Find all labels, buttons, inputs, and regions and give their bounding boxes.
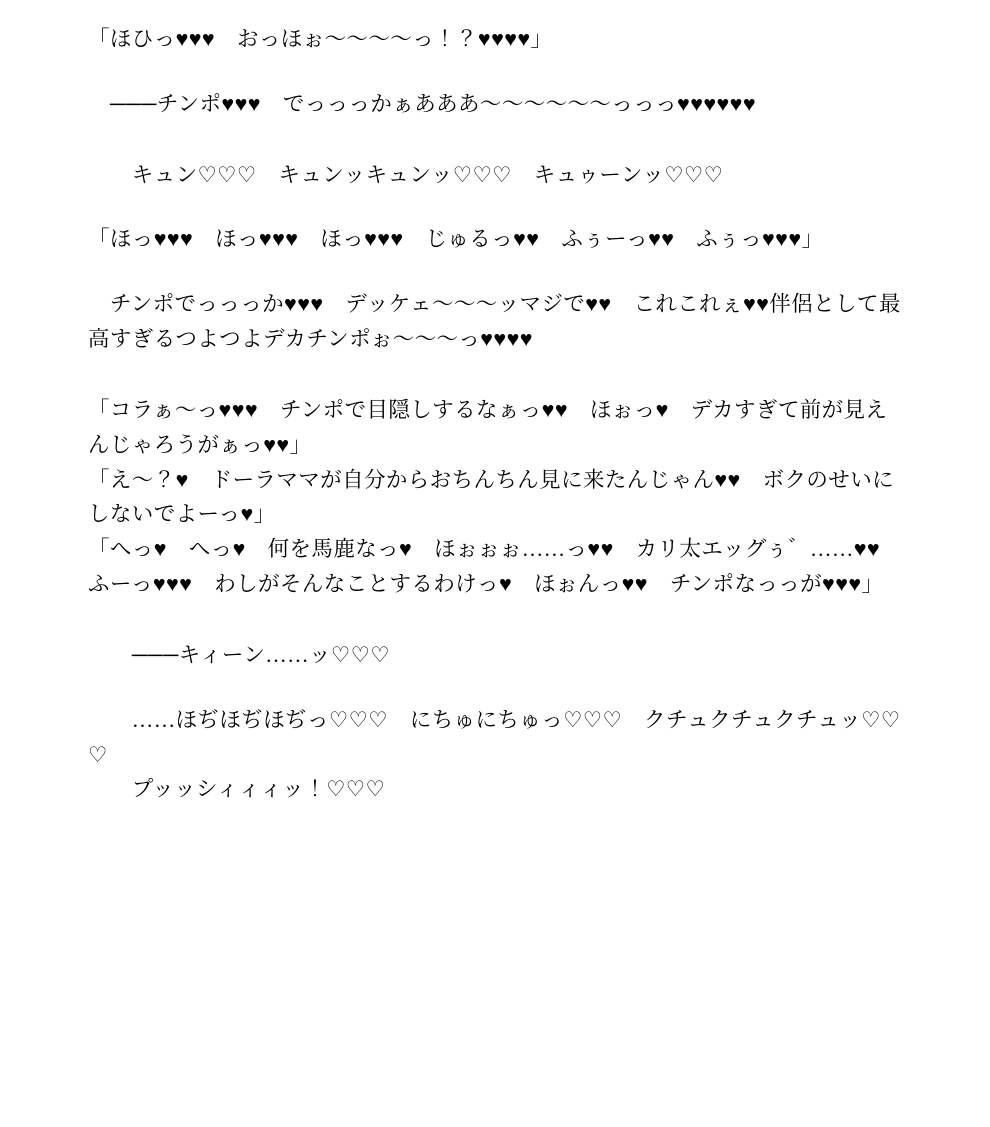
spacer <box>88 57 902 87</box>
spacer <box>88 602 902 638</box>
paragraph-1: 「ほひっ♥♥♥ おっほぉ〜〜〜〜っ！？♥♥♥♥」 <box>88 27 553 51</box>
spacer <box>88 122 902 158</box>
paragraph-5: チンポでっっっか♥♥♥ デッケェ〜〜〜ッマジで♥♥ これこれぇ♥♥伴侶として最高すぎるつよつよデカチンポぉ〜〜〜っ♥♥♥♥ <box>88 292 901 352</box>
paragraph-3: キュン♡♡♡ キュンッキュンッ♡♡♡ キュゥーンッ♡♡♡ <box>88 162 724 187</box>
paragraph-4: 「ほっ♥♥♥ ほっ♥♥♥ ほっ♥♥♥ じゅるっ♥♥ ふぅーっ♥♥ ふぅっ♥♥♥」 <box>88 227 824 252</box>
paragraph-10: ……ほぢほぢほぢっ♡♡♡ にちゅにちゅっ♡♡♡ クチュクチュクチュッ♡♡♡ <box>88 707 901 767</box>
paragraph-7: 「え〜？♥ ドーラママが自分からおちんちん見に来たんじゃん♥♥ ボクのせいにしないでよーっ♥」 <box>88 467 895 527</box>
spacer <box>88 192 902 222</box>
paragraph-6: 「コラぁ〜っ♥♥♥ チンポで目隠しするなぁっ♥♥ ほぉっ♥ デカすぎて前が見えんじゃろうがぁっ♥♥」 <box>88 397 888 457</box>
spacer <box>88 357 902 393</box>
paragraph-8: 「へっ♥ へっ♥ 何を馬鹿なっ♥ ほぉぉぉ……っ♥♥ カリ太エッグぅ゛……♥♥ ふーっ♥♥♥ わしがそんなことするわけっ♥ ほぉんっ♥♥ チンポなっっが♥♥♥」 <box>88 537 903 597</box>
paragraph-9: ───キィーン……ッ♡♡♡ <box>88 642 390 667</box>
paragraph-11: プッッシィィィッ！♡♡♡ <box>88 777 386 802</box>
spacer <box>88 673 902 703</box>
spacer <box>88 257 902 287</box>
paragraph-2: ───チンポ♥♥♥ でっっっかぁあああ〜〜〜〜〜〜っっっ♥♥♥♥♥♥ <box>88 91 757 116</box>
